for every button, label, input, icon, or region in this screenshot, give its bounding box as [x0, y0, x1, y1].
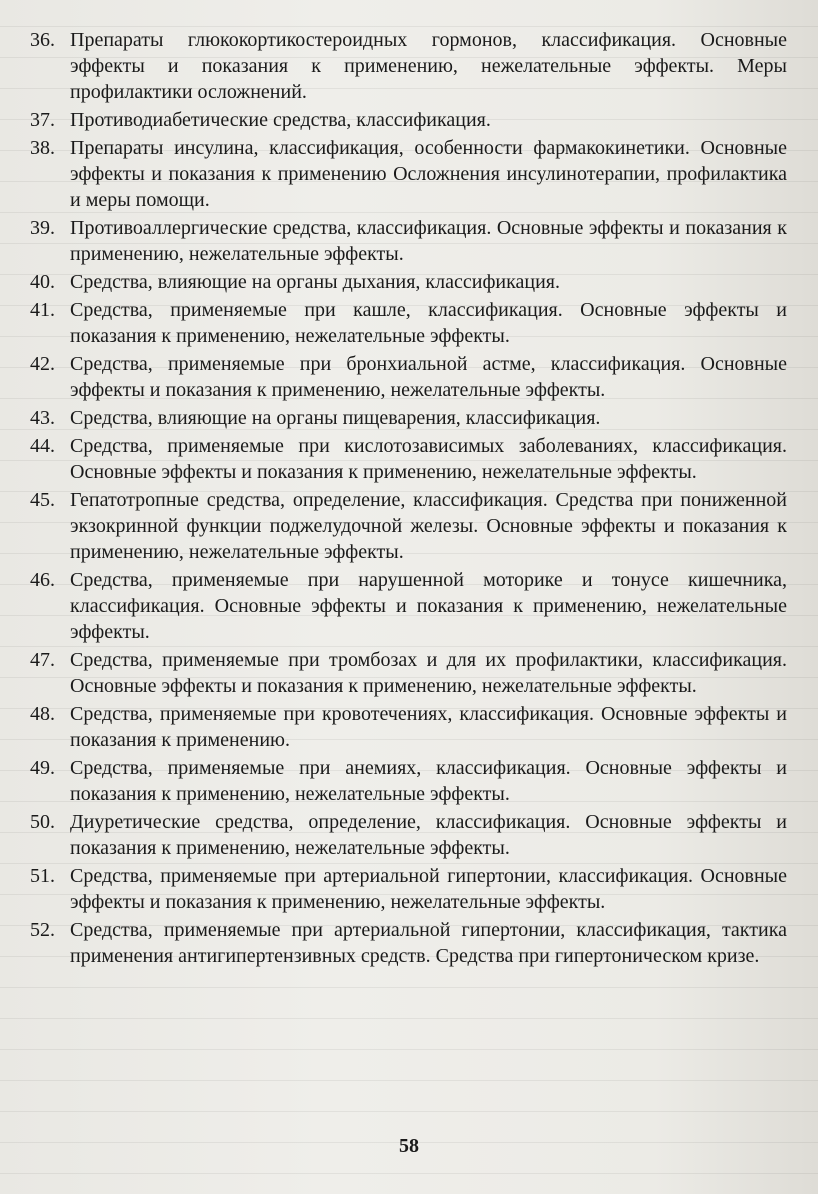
item-text: Средства, применяемые при кашле, классификация. Основные эффекты и показания к применению, нежелательные эффекты. — [70, 299, 787, 348]
page-number: 58 — [399, 1135, 419, 1157]
item-number: 38. — [30, 137, 55, 159]
list-item — [30, 755, 787, 807]
item-text: Препараты глюкокортикостероидных гормонов, классификация. Основные эффекты и показания к применению, нежелательные эффекты. Меры профилактики осложнений. — [70, 29, 787, 104]
item-number: 52. — [30, 919, 55, 942]
item-number: 39. — [30, 217, 55, 240]
item-text: Гепатотропные средства, определение, классификация. Средства при пониженной экзокринной функции поджелудочной железы. Основные эффекты и показания к применению, нежелательные эффекты. — [70, 488, 787, 564]
item-number: 42. — [30, 353, 55, 375]
list-item — [30, 215, 787, 267]
item-text: Противодиабетические средства, классификация. — [70, 109, 491, 132]
list-item — [30, 107, 787, 133]
item-number: 47. — [30, 649, 55, 672]
item-number: 48. — [30, 703, 55, 726]
item-number: 45. — [30, 488, 55, 511]
item-text: Средства, влияющие на органы дыхания, классификация. — [70, 271, 561, 294]
list-item — [30, 27, 787, 106]
list-item — [30, 135, 787, 214]
item-text: Средства, применяемые при артериальной гипертонии, классификация, тактика применения антигипертензивных средств. Средства при гипертоническом кризе. — [70, 919, 787, 968]
item-text: Противоаллергические средства, классификация. Основные эффекты и показания к применению, нежелательные эффекты. — [70, 217, 787, 266]
list-item — [30, 433, 787, 485]
item-text: Диуретические средства, определение, классификация. Основные эффекты и показания к применению, нежелательные эффекты. — [70, 811, 787, 860]
item-number: 46. — [30, 569, 55, 591]
item-number: 40. — [30, 271, 55, 294]
item-text: Препараты инсулина, классификация, особенности фармакокинетики. Основные эффекты и показания к применению Осложнения инсулинотерапии, профилактика и меры помощи. — [70, 137, 787, 212]
item-number: 43. — [30, 407, 55, 429]
list-item — [30, 487, 787, 566]
item-number: 50. — [30, 811, 55, 834]
list-item — [30, 405, 787, 431]
list-item — [30, 917, 787, 969]
list-item — [30, 269, 787, 295]
item-text: Средства, применяемые при тромбозах и для их профилактики, классификация. Основные эффекты и показания к применению, нежелательные эффекты. — [70, 649, 787, 698]
list-item — [30, 351, 787, 403]
item-number: 37. — [30, 109, 55, 132]
list-item — [30, 701, 787, 753]
item-text: Средства, применяемые при кровотечениях, классификация. Основные эффекты и показания к применению. — [70, 703, 787, 752]
list-item — [30, 863, 787, 915]
list-item — [30, 297, 787, 349]
list-item — [30, 567, 787, 646]
list-item — [30, 647, 787, 699]
item-text: Средства, применяемые при кислотозависимых заболеваниях, классификация. Основные эффекты и показания к применению, нежелательные эффекты. — [70, 434, 787, 483]
item-text: Средства, применяемые при анемиях, классификация. Основные эффекты и показания к применению, нежелательные эффекты. — [70, 757, 787, 806]
item-number: 41. — [30, 299, 55, 321]
item-text: Средства, влияющие на органы пищеварения, классификация. — [70, 407, 601, 429]
item-text: Средства, применяемые при бронхиальной астме, классификация. Основные эффекты и показания к применению, нежелательные эффекты. — [70, 353, 787, 402]
item-number: 36. — [30, 29, 55, 51]
item-number: 44. — [30, 434, 55, 457]
item-number: 51. — [30, 865, 55, 888]
item-number: 49. — [30, 757, 55, 780]
question-list — [30, 27, 787, 971]
list-item — [30, 809, 787, 861]
item-text: Средства, применяемые при артериальной гипертонии, классификация. Основные эффекты и показания к применению, нежелательные эффекты. — [70, 865, 787, 914]
item-text: Средства, применяемые при нарушенной моторике и тонусе кишечника, классификация. Основные эффекты и показания к применению, нежелательные эффекты. — [70, 569, 787, 644]
